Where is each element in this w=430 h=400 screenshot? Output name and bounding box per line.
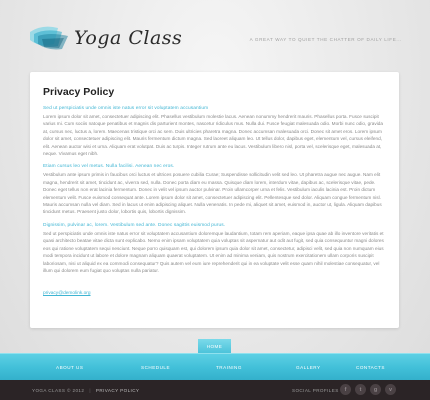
header <box>0 0 430 70</box>
privacy-policy-link[interactable]: PRIVACY POLICY <box>95 388 140 393</box>
vimeo-icon[interactable]: v <box>385 384 396 395</box>
nav-item-schedule[interactable]: SCHEDULE <box>141 365 171 370</box>
logo-text[interactable]: Yoga Class <box>74 27 183 49</box>
google-icon[interactable]: g <box>370 384 381 395</box>
section-text: Lorem ipsum dolor sit amet, consectetuer adipiscing elit. Phasellus vestibulum molestie lacus. Aenean nonummy hendrerit mauris. Phasellus porta. Fusce suscipit varius mi. Cum sociis natoque penatibus et magnis dis parturient montes, nascetur ridiculus mus. Nulla dui. Fusce feugiat malesuada odio. Morbi nunc odio, gravida at, cursus nec, luctus a, lorem. Maecenas tristique orci ac sem. Duis ultricies pharetra magna. Donec accumsan malesuada orci. Donec sit amet eros. Lorem ipsum dolor sit amet, consectetuer adipiscing elit. Mauris fermentum dictum magna. Sed laoreet aliquam leo. Ut tellus dolor, dapibus eget, elementum vel, cursus eleifend, elit. Aenean auctor wisi et urna. Aliquam erat volutpat. Duis ac turpis. Integer rutrum ante eu lacus. Vestibulum libero nisl, porta vel, scelerisque eget, malesuada at, neque. Vivamus eget nibh. <box>43 114 384 157</box>
section-heading: Sed ut perspiciatis unde omnis iste natus error sit voluptatem accusantium <box>43 106 209 111</box>
logo-icon[interactable] <box>28 22 70 52</box>
section-text: Sed ut perspiciatis unde omnis iste natus error sit voluptatem accusantium doloremque laudantium, totam rem aperiam, eaque ipsa quae ab illo inventore veritatis et quasi architecto beatae vitae dicta sunt explicabo. Nemo enim ipsam voluptatem quia voluptas sit aspernatur aut odit aut fugit, sed quia consequuntur magni dolores eos qui ratione voluptatem sequi nesciunt. Neque porro quisquam est, qui dolorem ipsum quia dolor sit amet, consectetur, adipisci velit, sed quia non numquam eius modi tempora incidunt ut labore et dolore magnam aliquam quaerat voluptatem. Ut enim ad minima veniam, quis nostrum exercitationem ullam corporis suscipit laboriosam, nisi ut aliquid ex ea commodi consequatur? Quis autem vel eum iure reprehenderit qui in ea voluptate velit esse quam nihil molestiae consequatur, vel illum qui dolorem eum fugiat quo voluptas nulla pariatur. <box>43 230 384 273</box>
nav-item-gallery[interactable]: GALLERY <box>296 365 321 370</box>
content-panel <box>30 72 399 328</box>
email-link[interactable]: privacy@demolink.org <box>43 291 91 297</box>
nav-item-training[interactable]: TRAINING <box>216 365 242 370</box>
section-heading: Etiam cursus leo vel metus. Nulla facilisi. Aenean nec eros. <box>43 164 175 170</box>
twitter-icon[interactable]: t <box>355 384 366 395</box>
nav-item-home[interactable]: HOME <box>198 339 231 353</box>
tagline: A GREAT WAY TO QUIET THE CHATTER OF DAILY LIFE... <box>249 37 402 42</box>
facebook-icon[interactable]: f <box>340 384 351 395</box>
section-text: Vestibulum ante ipsum primis in faucibus orci luctus et ultrices posuere cubilia Curae; Suspendisse sollicitudin velit sed leo. Ut pharetra augue nec augue. Nam elit magna, hendrerit sit amet, tincidunt ac, viverra sed, nulla. Donec porta diam eu massa. Quisque diam lorem, interdum vitae, dapibus ac, scelerisque vitae, pede. Donec eget tellus non erat lacinia fermentum. Donec in velit vel ipsum auctor pulvinar. Proin ullamcorper urna et felis. Vestibulum iaculis lacinia est. Proin dictum elementum velit. Fusce euismod consequat ante. Lorem ipsum dolor sit amet, consectetuer adipiscing elit. Pellentesque sed dolor. Aliquam congue fermentum nisl. Mauris accumsan nulla vel diam. Sed in lacus ut enim adipiscing aliquet. Nulla venenatis. In pede mi, aliquet sit amet, euismod in, auctor ut, ligula. Aliquam dapibus tincidunt metus. Praesent justo dolor, lobortis quis, lobortis dignissim. <box>43 172 382 215</box>
copyright <box>32 388 139 393</box>
social-profiles-label: SOCIAL PROFILES <box>292 388 339 393</box>
nav-item-about-us[interactable]: ABOUT US <box>56 365 84 370</box>
main-nav <box>0 353 430 380</box>
section-heading: Dignissim, pulvinar ac, lorem. Vestibulum sed ante. Donec sagittis euismod purus. <box>43 222 226 228</box>
footer <box>0 380 430 400</box>
nav-item-contacts[interactable]: CONTACTS <box>356 365 385 370</box>
copyright-text: YOGA CLASS © 2012 <box>32 388 85 393</box>
separator: | <box>89 388 91 393</box>
page-title: Privacy Policy <box>43 86 115 98</box>
